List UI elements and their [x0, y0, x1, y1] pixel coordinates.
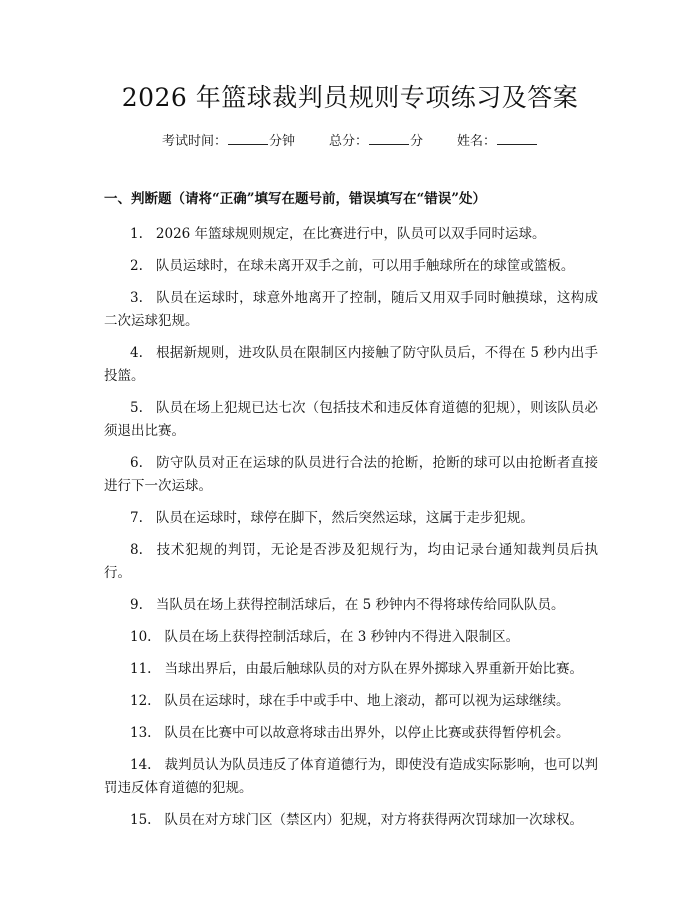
question-number: 12. — [130, 693, 152, 709]
question-item — [104, 809, 598, 832]
question-text: 当球出界后，由最后触球队员的对方队在界外掷球入界重新开始比赛。 — [164, 661, 583, 677]
question-number: 5. — [130, 400, 143, 416]
score-blank[interactable] — [369, 132, 409, 145]
question-text: 队员在场上犯规已达七次（包括技术和违反体育道德的犯规），则该队员必须退出比赛。 — [104, 400, 598, 439]
question-text: 队员在对方球门区（禁区内）犯规，对方将获得两次罚球加一次球权。 — [164, 812, 583, 828]
exam-meta-line — [0, 132, 700, 151]
question-item — [104, 626, 598, 649]
question-text: 队员运球时，在球未离开双手之前，可以用手触球所在的球筐或篮板。 — [155, 258, 575, 274]
score-label: 总分： — [328, 134, 368, 149]
question-text: 队员在比赛中可以故意将球击出界外，以停止比赛或获得暂停机会。 — [164, 725, 570, 741]
question-list — [104, 223, 598, 841]
question-item — [104, 223, 598, 246]
time-unit: 分钟 — [268, 134, 295, 149]
question-text: 根据新规则，进攻队员在限制区内接触了防守队员后，不得在 5 秒内出手投篮。 — [104, 345, 598, 384]
question-item — [104, 754, 598, 800]
question-item — [104, 539, 598, 585]
question-text: 队员在运球时，球意外地离开了控制，随后又用双手同时触摸球，这构成二次运球犯规。 — [104, 290, 598, 329]
question-item — [104, 658, 598, 681]
question-text: 裁判员认为队员违反了体育道德行为，即使没有造成实际影响，也可以判罚违反体育道德的犯规。 — [104, 757, 598, 796]
question-text: 队员在运球时，球在手中或手中、地上滚动，都可以视为运球继续。 — [164, 693, 570, 709]
question-number: 10. — [130, 629, 152, 645]
question-number: 9. — [130, 597, 143, 613]
question-item — [104, 690, 598, 713]
question-number: 4. — [130, 345, 143, 361]
question-text: 2026 年篮球规则规定，在比赛进行中，队员可以双手同时运球。 — [155, 226, 546, 242]
name-label: 姓名： — [457, 134, 497, 149]
question-item — [104, 397, 598, 443]
score-unit: 分 — [410, 134, 424, 149]
question-text: 技术犯规的判罚，无论是否涉及犯规行为，均由记录台通知裁判员后执行。 — [104, 542, 598, 581]
question-number: 8. — [130, 542, 143, 558]
document-title: 2026 年篮球裁判员规则专项练习及答案 — [121, 83, 579, 112]
question-number: 7. — [130, 510, 143, 526]
question-number: 3. — [130, 290, 143, 306]
question-number: 11. — [130, 661, 152, 677]
question-number: 1. — [130, 226, 143, 242]
section-heading: 一、判断题（请将“正确”填写在题号前，错误填写在“错误”处） — [104, 191, 487, 207]
question-number: 15. — [130, 812, 152, 828]
time-blank[interactable] — [228, 132, 268, 145]
question-item — [104, 594, 598, 617]
time-label: 考试时间： — [161, 134, 227, 149]
question-number: 13. — [130, 725, 152, 741]
question-text: 队员在场上获得控制活球后，在 3 秒钟内不得进入限制区。 — [164, 629, 520, 645]
question-number: 14. — [130, 757, 152, 773]
question-item — [104, 287, 598, 333]
question-text: 防守队员对正在运球的队员进行合法的抢断，抢断的球可以由抢断者直接进行下一次运球。 — [104, 455, 598, 494]
question-text: 当队员在场上获得控制活球后，在 5 秒钟内不得将球传给同队队员。 — [155, 597, 565, 613]
question-item — [104, 452, 598, 498]
question-item — [104, 255, 598, 278]
question-number: 6. — [130, 455, 143, 471]
question-item — [104, 342, 598, 388]
question-item — [104, 507, 598, 530]
question-text: 队员在运球时，球停在脚下，然后突然运球，这属于走步犯规。 — [155, 510, 534, 526]
name-blank[interactable] — [497, 132, 537, 145]
question-item — [104, 722, 598, 745]
question-number: 2. — [130, 258, 143, 274]
